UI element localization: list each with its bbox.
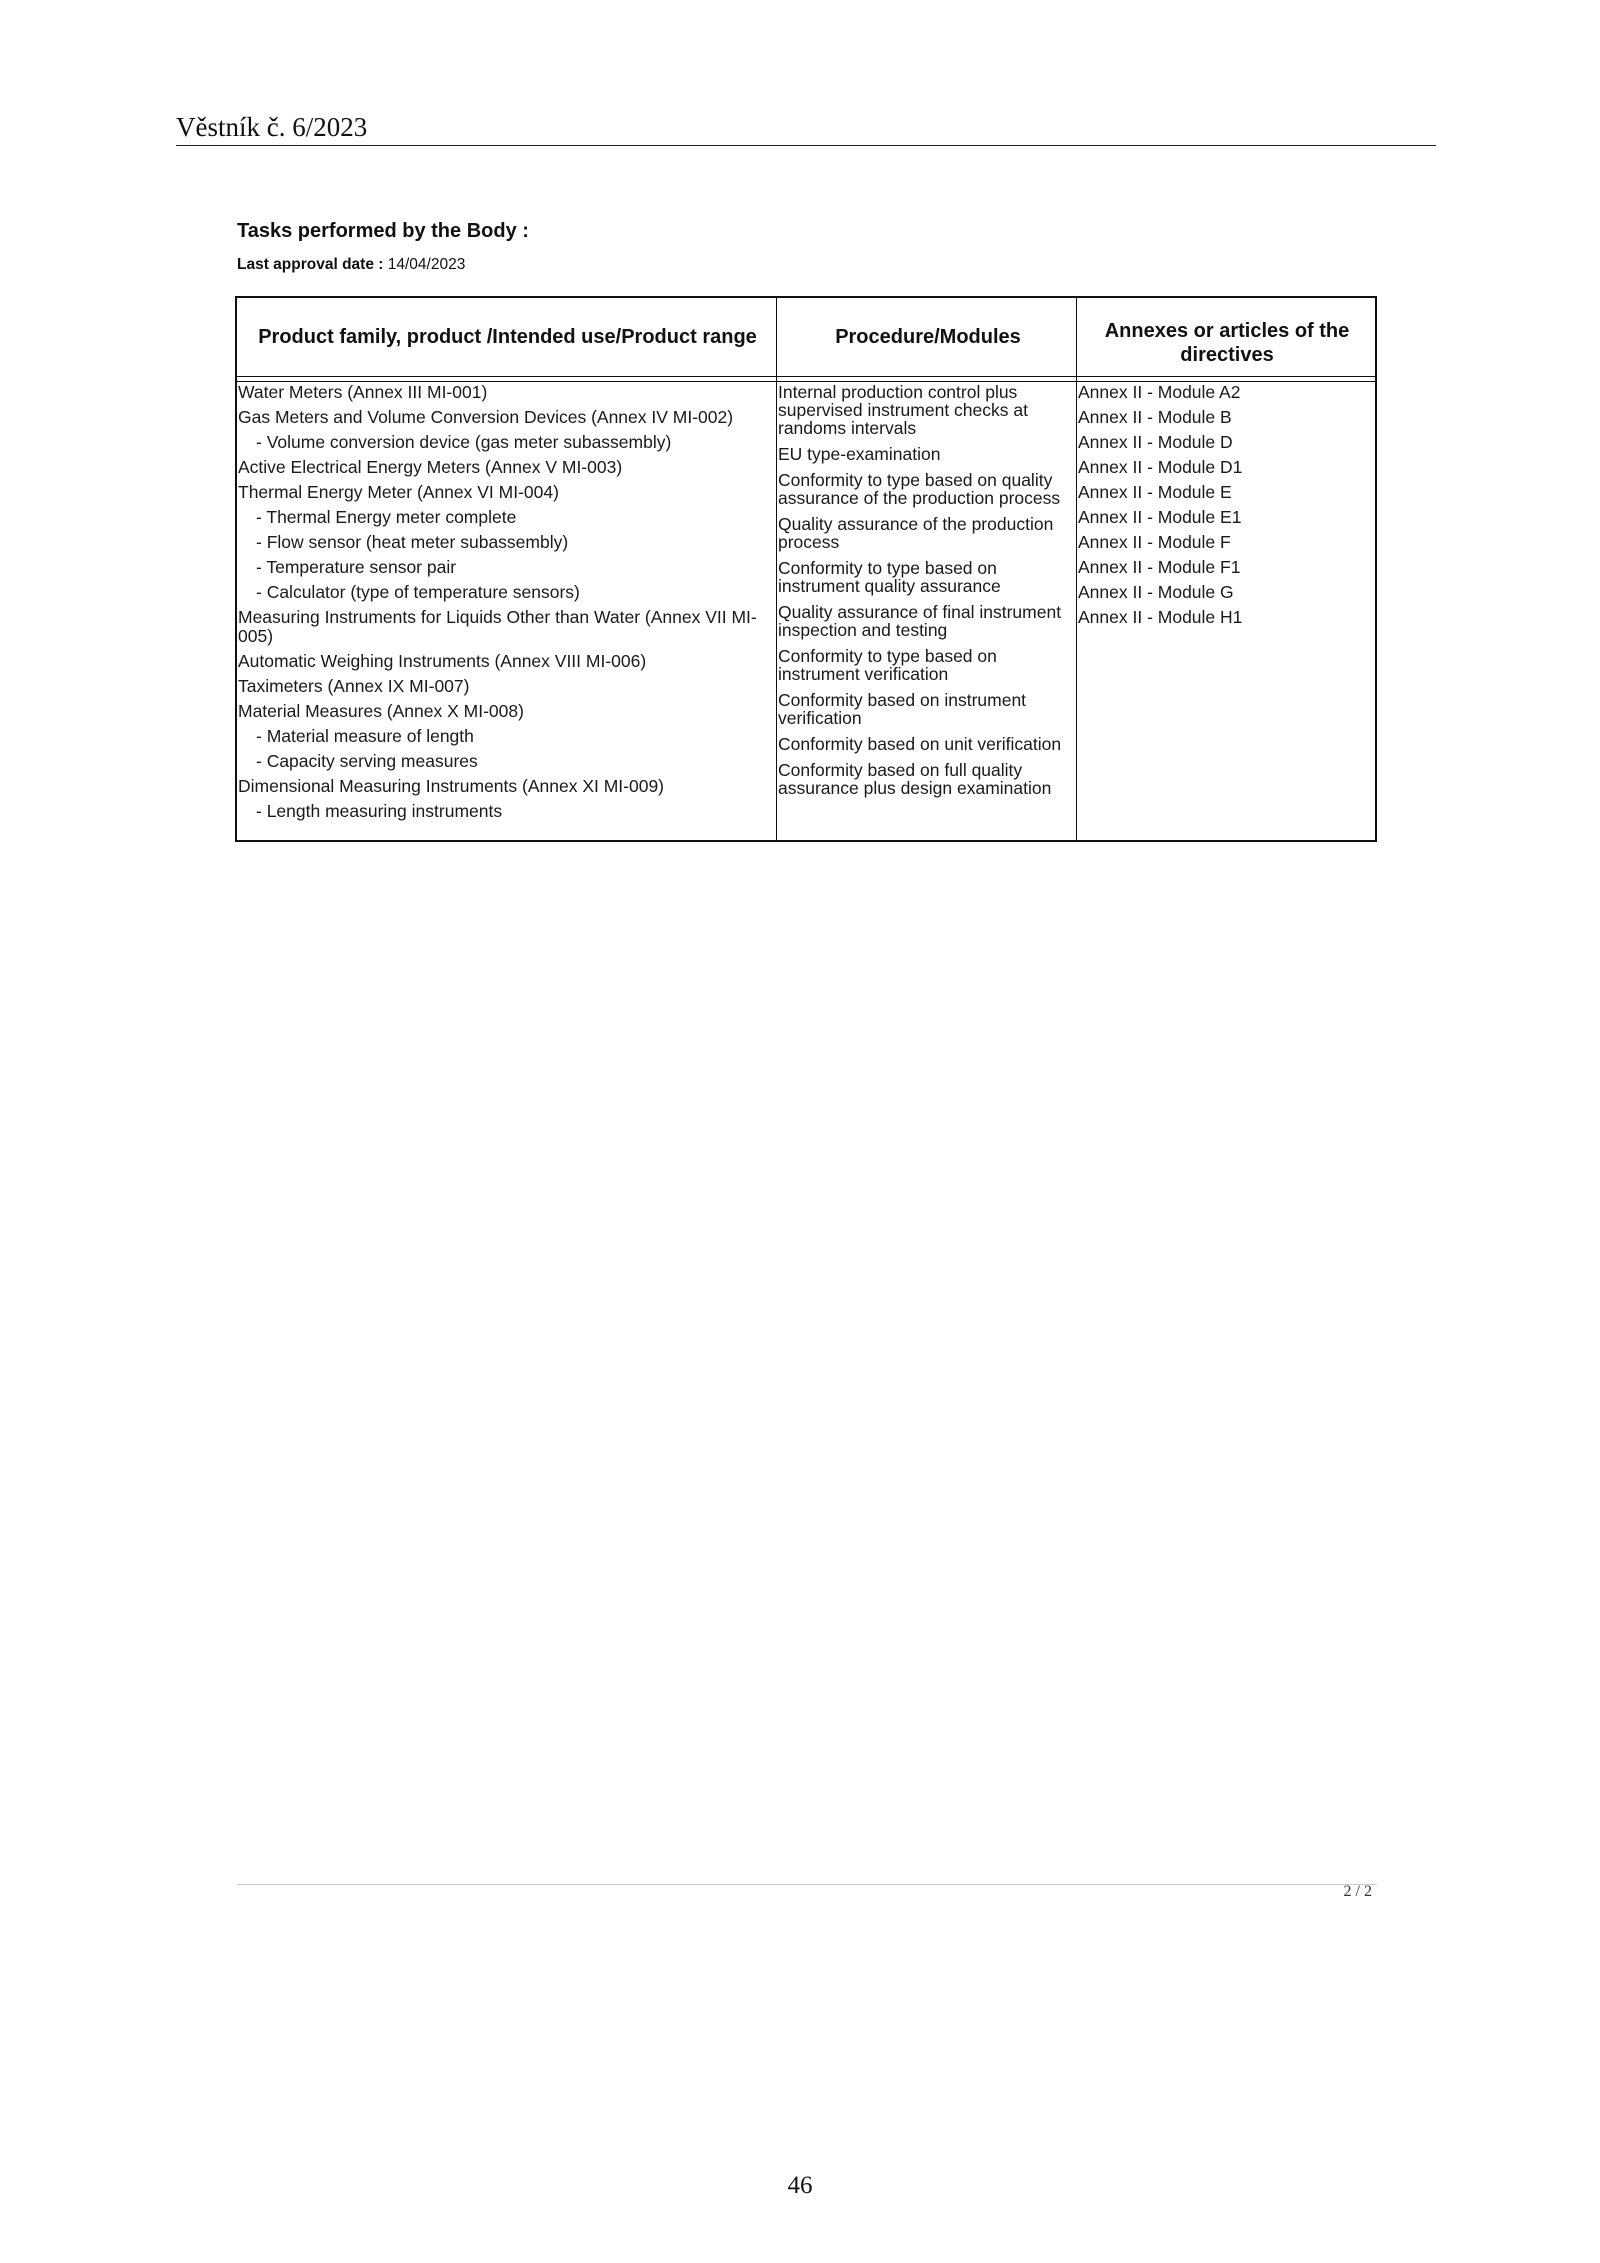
- header-divider: [176, 145, 1436, 146]
- annex-item: Annex II - Module F1: [1078, 557, 1241, 577]
- footer-divider: [237, 1884, 1377, 1885]
- annex-item: Annex II - Module D: [1078, 432, 1233, 452]
- approval-date-line: [237, 256, 465, 274]
- annex-item: Annex II - Module F: [1078, 532, 1231, 552]
- product-item: Thermal Energy Meter (Annex VI MI-004): [238, 482, 559, 502]
- annex-item: Annex II - Module B: [1078, 407, 1232, 427]
- procedure-item: Conformity based on full quality assurance plus design examination: [778, 760, 1052, 798]
- products-column: [238, 383, 774, 827]
- page-number: 2 / 2: [1343, 1883, 1372, 1900]
- procedure-item: EU type-examination: [778, 444, 941, 464]
- procedure-item: Conformity to type based on instrument quality assurance: [778, 558, 1001, 596]
- product-item: - Capacity serving measures: [256, 751, 478, 771]
- table-header-row: [237, 298, 1375, 377]
- procedure-item: Internal production control plus supervised instrument checks at randoms intervals: [778, 382, 1028, 438]
- product-item: Measuring Instruments for Liquids Other than Water (Annex VII MI-005): [238, 607, 757, 646]
- header-procedure-modules: Procedure/Modules: [835, 326, 1021, 348]
- approval-date-value: 14/04/2023: [387, 256, 466, 273]
- product-item: Material Measures (Annex X MI-008): [238, 701, 524, 721]
- procedure-item: Conformity based on unit verification: [778, 734, 1062, 754]
- product-item: Water Meters (Annex III MI-001): [238, 382, 488, 402]
- product-item: - Thermal Energy meter complete: [256, 507, 517, 527]
- annex-item: Annex II - Module D1: [1078, 457, 1243, 477]
- procedure-item: Conformity based on instrument verification: [778, 690, 1027, 728]
- procedure-item: Quality assurance of the production process: [778, 514, 1054, 552]
- header-annexes: Annexes or articles of the directives: [1104, 320, 1350, 366]
- product-item: Dimensional Measuring Instruments (Annex XI MI-009): [238, 776, 665, 796]
- product-item: Taximeters (Annex IX MI-007): [238, 676, 470, 696]
- product-item: Active Electrical Energy Meters (Annex V MI-003): [238, 457, 623, 477]
- annexes-column: [1078, 383, 1374, 633]
- column-divider: [776, 298, 777, 840]
- annex-item: Annex II - Module A2: [1078, 382, 1241, 402]
- annex-item: Annex II - Module H1: [1078, 607, 1243, 627]
- product-item: - Material measure of length: [256, 726, 474, 746]
- tasks-table: [235, 296, 1377, 842]
- annex-item: Annex II - Module E: [1078, 482, 1232, 502]
- product-item: - Flow sensor (heat meter subassembly): [256, 532, 569, 552]
- header-product-family: Product family, product /Intended use/Product range: [258, 326, 757, 348]
- procedure-item: Quality assurance of final instrument inspection and testing: [778, 602, 1062, 640]
- section-title: Tasks performed by the Body :: [237, 220, 529, 242]
- procedures-column: [778, 383, 1076, 805]
- product-item: Gas Meters and Volume Conversion Devices (Annex IV MI-002): [238, 407, 734, 427]
- product-item: - Volume conversion device (gas meter subassembly): [256, 432, 672, 452]
- annex-item: Annex II - Module G: [1078, 582, 1234, 602]
- column-divider: [1076, 298, 1077, 840]
- procedure-item: Conformity to type based on quality assurance of the production process: [778, 470, 1061, 508]
- procedure-item: Conformity to type based on instrument verification: [778, 646, 997, 684]
- product-item: - Calculator (type of temperature sensors): [256, 582, 580, 602]
- folio-number: 46: [787, 2172, 813, 2199]
- annex-item: Annex II - Module E1: [1078, 507, 1242, 527]
- journal-title: Věstník č. 6/2023: [176, 112, 368, 142]
- product-item: - Temperature sensor pair: [256, 557, 457, 577]
- product-item: Automatic Weighing Instruments (Annex VIII MI-006): [238, 651, 647, 671]
- approval-date-label: Last approval date :: [237, 256, 384, 273]
- product-item: - Length measuring instruments: [256, 801, 503, 821]
